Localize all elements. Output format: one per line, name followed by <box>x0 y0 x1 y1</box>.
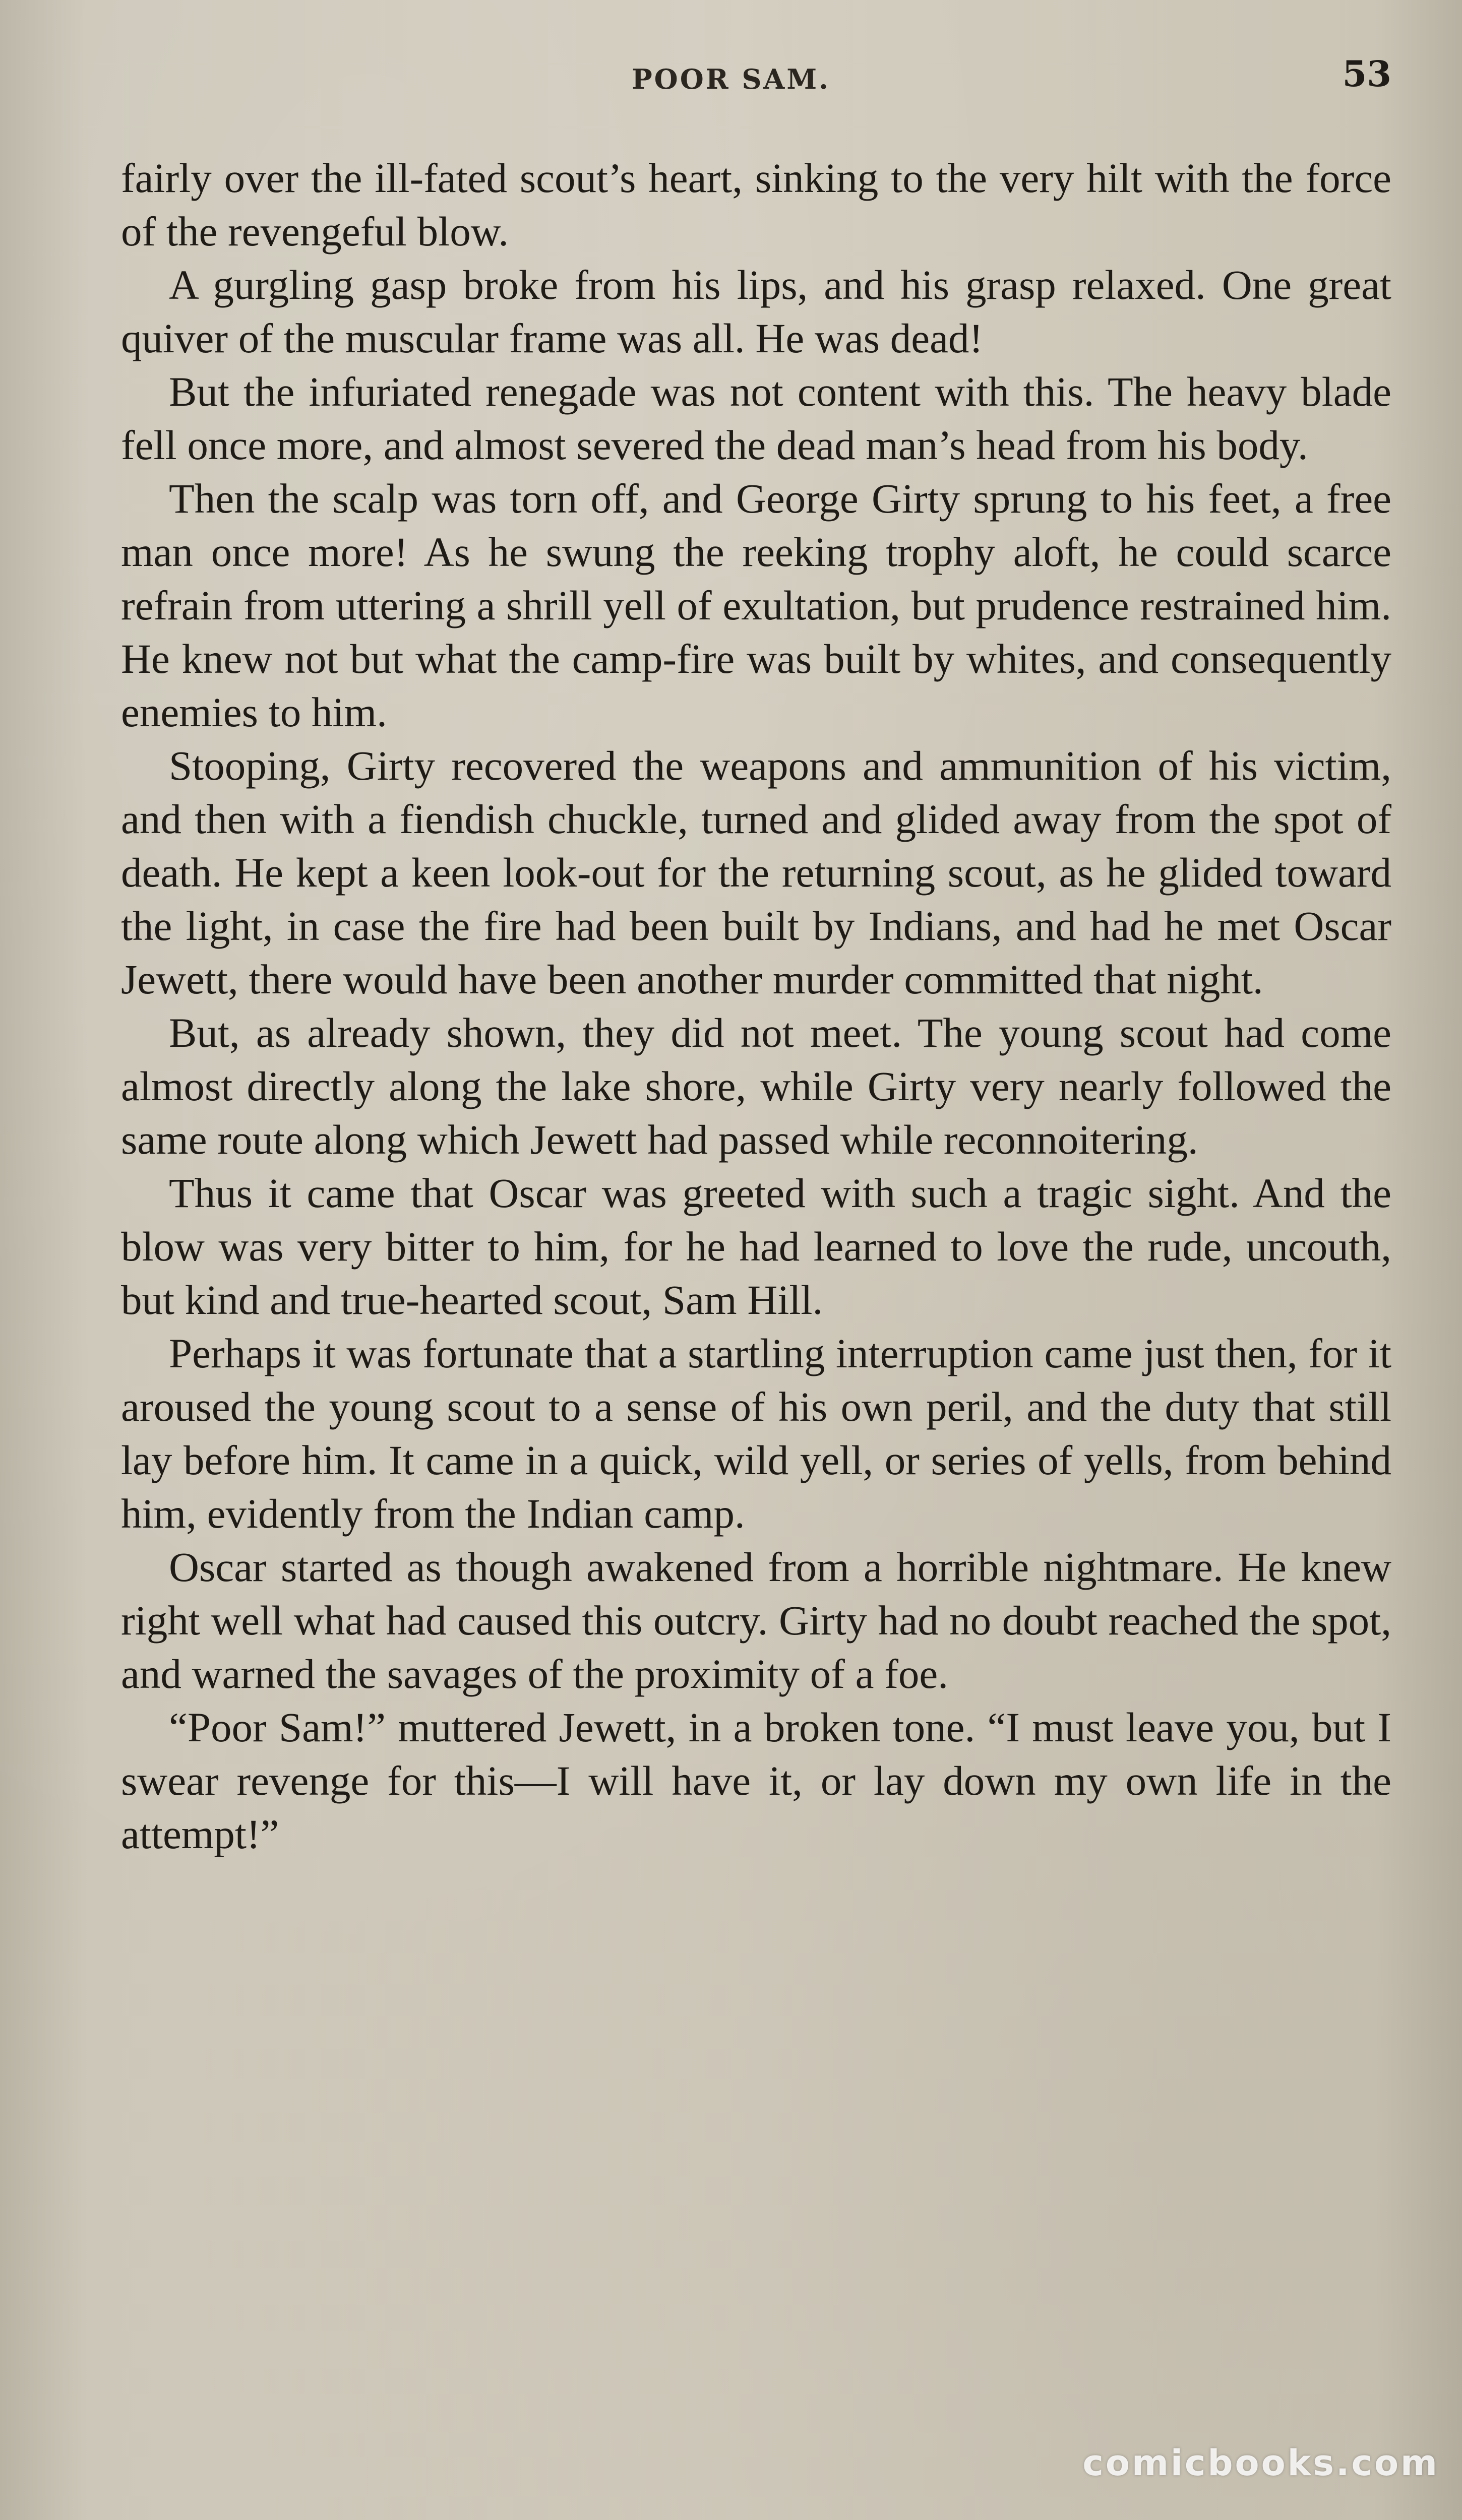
paragraph-5: Stooping, Girty recovered the weapons and ammunition of his victim, and then with a fiendish chuckle, turned and glided away from the spot of death. He kept a keen look-out for the returning scout, as he glided toward the light, in case the fire had been built by Indians, and had he met Oscar Jewett, there would have been another murder committed that night. <box>121 742 1391 1002</box>
paragraph-10: “Poor Sam!” muttered Jewett, in a broken tone. “I must leave you, but I swear revenge for this—I will have it, or lay down my own life in the attempt!” <box>121 1704 1391 1857</box>
watermark: comicbooks.com <box>1082 2442 1439 2484</box>
paragraph-9: Oscar started as though awakened from a horrible nightmare. He knew right well what had caused this outcry. Girty had no doubt reached the spot, and warned the savages of the proximity of a foe. <box>121 1544 1391 1697</box>
running-head: POOR SAM. <box>632 63 830 95</box>
paragraph-8: Perhaps it was fortunate that a startling interruption came just then, for it aroused the young scout to a sense of his own peril, and the duty that still lay before him. It came in a quick, wild yell, or series of yells, from behind him, evidently from the Indian camp. <box>121 1330 1391 1537</box>
paragraph-6: But, as already shown, they did not meet. The young scout had come almost directly along the lake shore, while Girty very nearly followed the same route along which Jewett had passed while reconnoitering. <box>121 1010 1391 1163</box>
paragraph-7: Thus it came that Oscar was greeted with such a tragic sight. And the blow was very bitter to him, for he had learned to love the rude, uncouth, but kind and true-hearted scout, Sam Hill. <box>121 1170 1391 1323</box>
paragraph-2: A gurgling gasp broke from his lips, and his grasp relaxed. One great quiver of the muscular frame was all. He was dead! <box>121 262 1391 361</box>
paragraph-3: But the infuriated renegade was not content with this. The heavy blade fell once more, and almost severed the dead man’s head from his body. <box>121 368 1391 468</box>
body-text <box>121 151 1391 1861</box>
paragraph-1: fairly over the ill-fated scout’s heart, sinking to the very hilt with the force of the revengeful blow. <box>121 155 1391 255</box>
page-number: 53 <box>1342 53 1391 95</box>
paragraph-4: Then the scalp was torn off, and George Girty sprung to his feet, a free man once more! As he swung the reeking trophy aloft, he could scarce refrain from uttering a shrill yell of exultation, but prudence restrained him. He knew not but what the camp-fire was built by whites, and consequently enemies to him. <box>121 475 1391 735</box>
